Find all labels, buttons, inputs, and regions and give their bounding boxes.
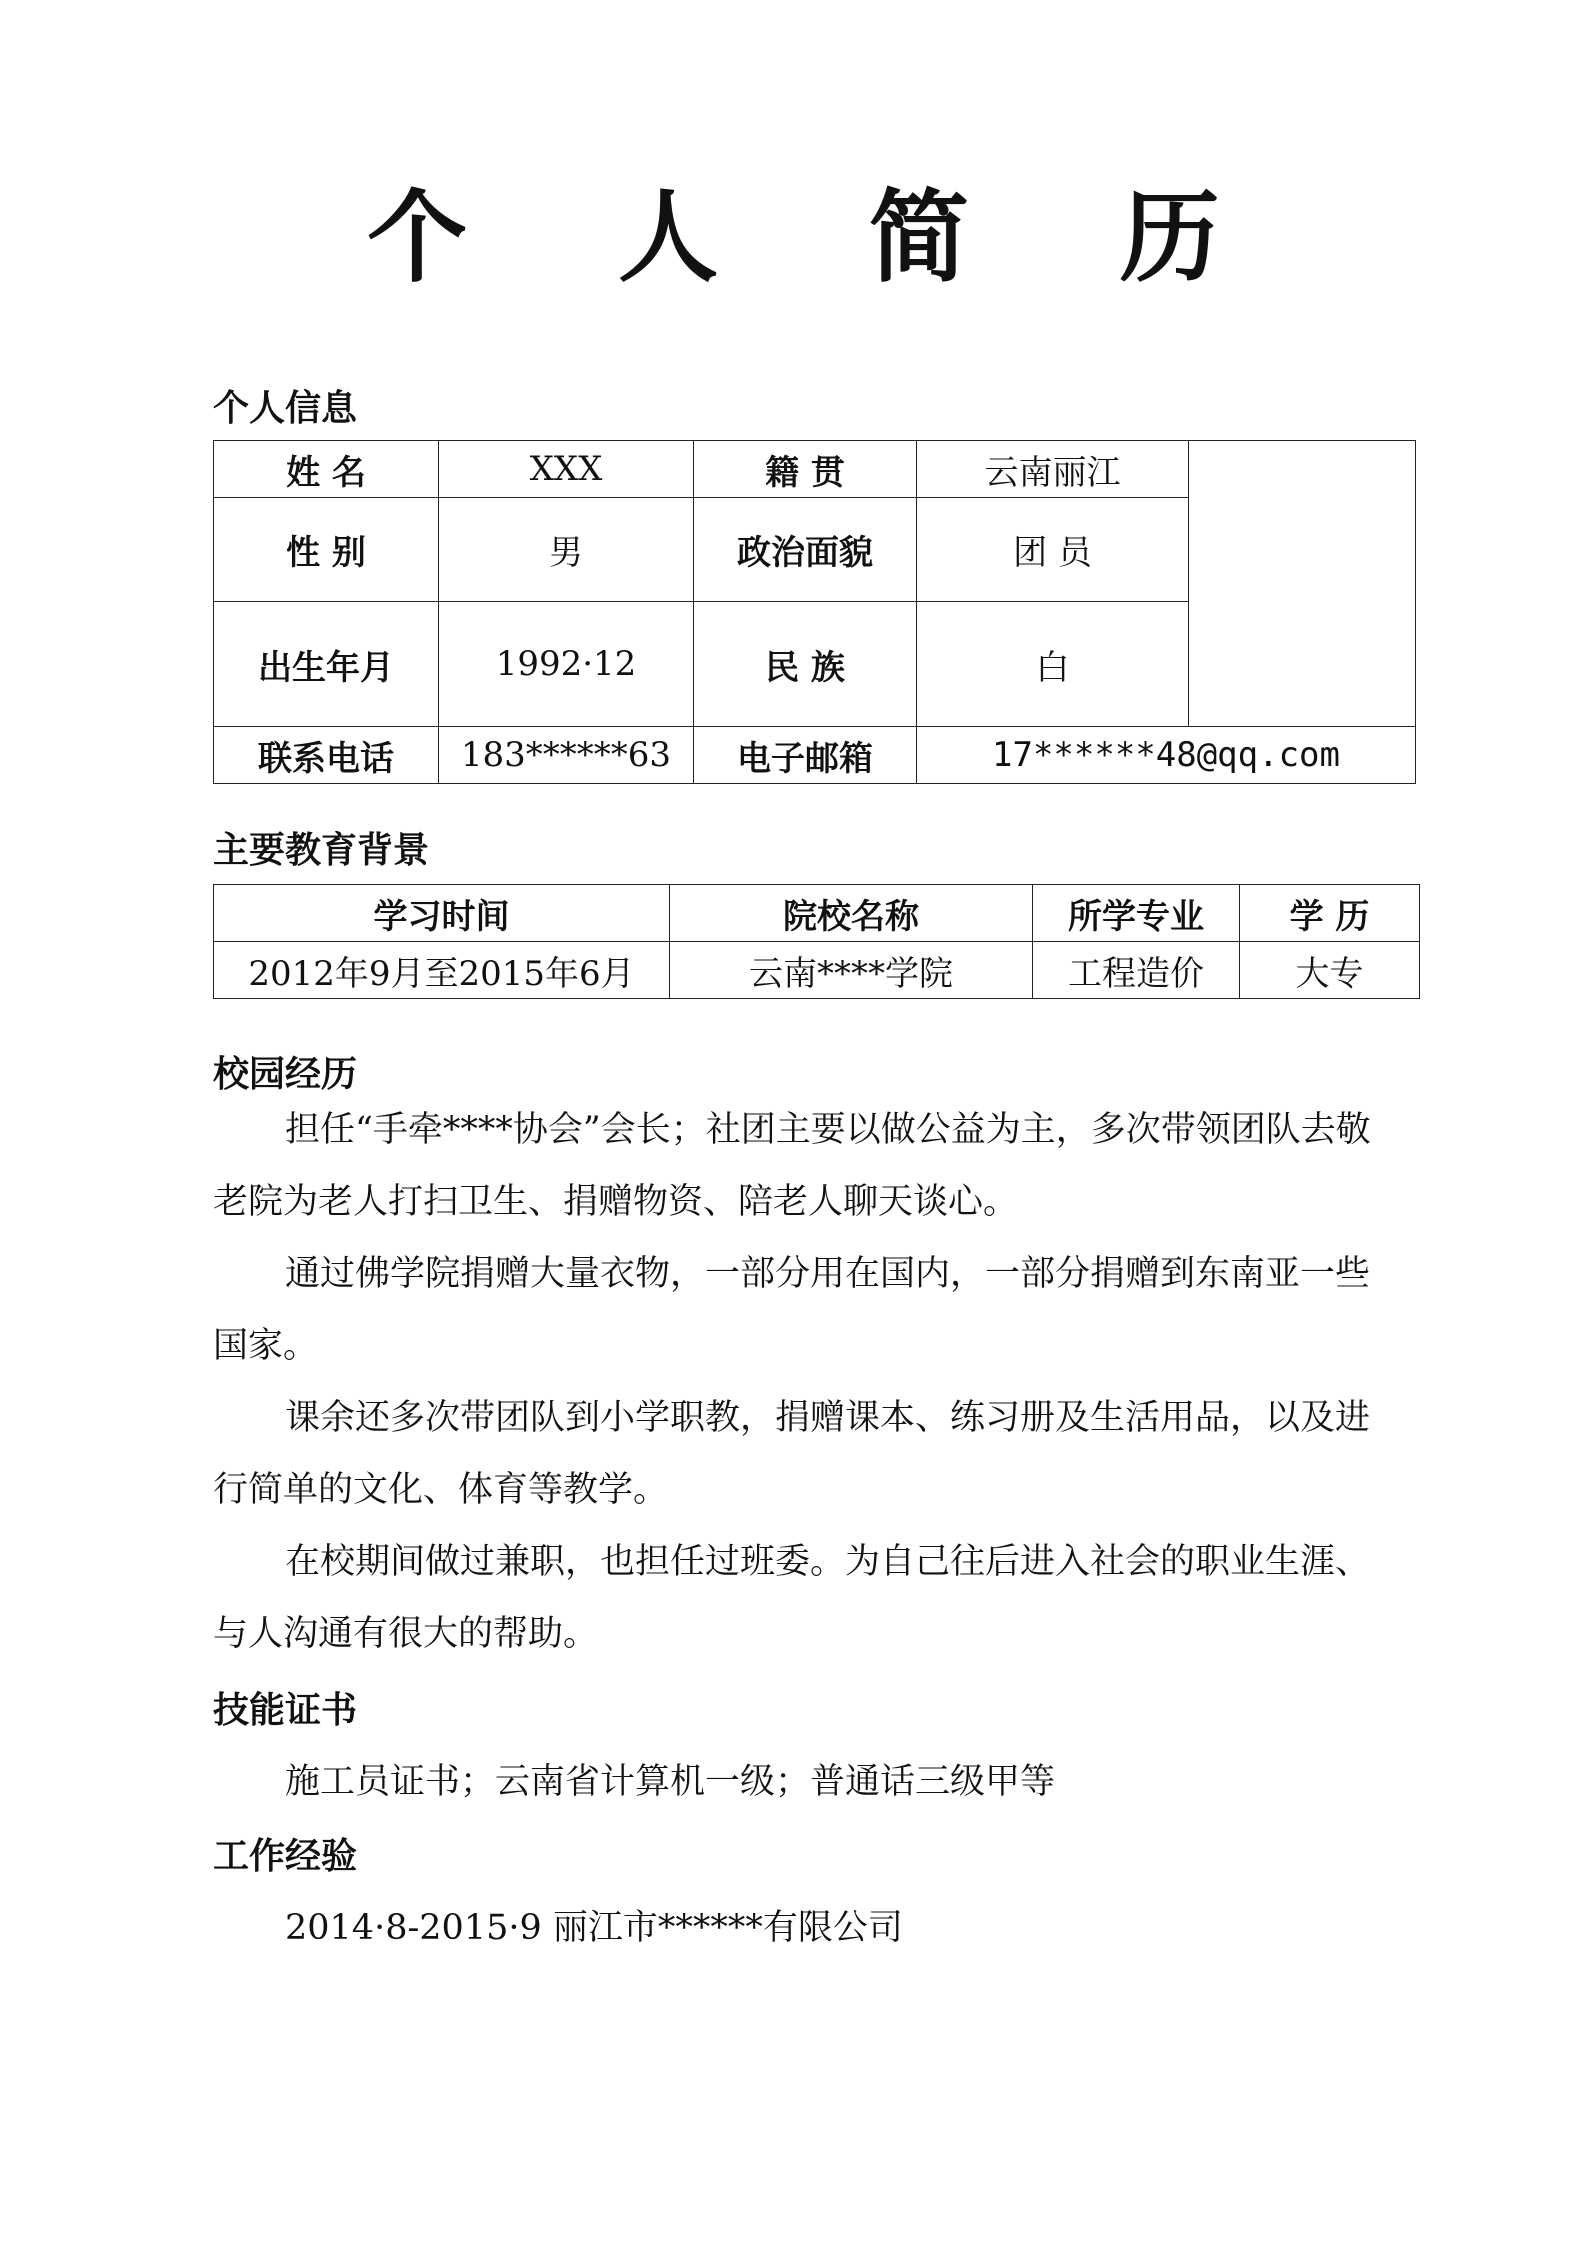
photo-placeholder [1189, 441, 1416, 727]
education-major: 工程造价 [1033, 942, 1240, 999]
ethnicity-label: 民 族 [694, 602, 917, 727]
education-heading: 主要教育背景 [213, 829, 430, 871]
personal-info-heading: 个人信息 [213, 387, 358, 429]
email-value: 17******48@qq.com [917, 727, 1416, 784]
birth-date-value: 1992·12 [439, 602, 694, 727]
phone-label: 联系电话 [214, 727, 439, 784]
name-label: 姓 名 [214, 441, 439, 498]
birth-date-label: 出生年月 [214, 602, 439, 727]
work-heading: 工作经验 [213, 1835, 358, 1877]
skills-heading: 技能证书 [213, 1689, 358, 1731]
campus-heading: 校园经历 [213, 1053, 358, 1095]
education-header-time: 学习时间 [214, 885, 670, 942]
origin-value: 云南丽江 [917, 441, 1189, 498]
education-degree: 大专 [1240, 942, 1420, 999]
gender-value: 男 [439, 498, 694, 602]
political-status-label: 政治面貌 [694, 498, 917, 602]
education-school: 云南****学院 [670, 942, 1033, 999]
work-text: 2014·8-2015·9 丽江市******有限公司 [285, 1908, 903, 1948]
personal-info-table [213, 440, 1416, 784]
name-value: XXX [439, 441, 694, 498]
education-header-school: 院校名称 [670, 885, 1033, 942]
campus-paragraph-4: 在校期间做过兼职，也担任过班委。为自己往后进入社会的职业生涯、与人沟通有很大的帮助。 [213, 1542, 1371, 1654]
page-title: 个 人 简 历 [367, 179, 1278, 296]
education-header-major: 所学专业 [1033, 885, 1240, 942]
skills-text: 施工员证书；云南省计算机一级；普通话三级甲等 [285, 1762, 1056, 1802]
political-status-value: 团 员 [917, 498, 1189, 602]
origin-label: 籍 贯 [694, 441, 917, 498]
education-table [213, 884, 1420, 999]
campus-paragraph-1: 担任“手牵****协会”会长；社团主要以做公益为主，多次带领团队去敬老院为老人打扫卫生、捐赠物资、陪老人聊天谈心。 [213, 1110, 1371, 1222]
email-label: 电子邮箱 [694, 727, 917, 784]
campus-paragraph-2: 通过佛学院捐赠大量衣物，一部分用在国内，一部分捐赠到东南亚一些国家。 [213, 1254, 1371, 1366]
education-time: 2012年9月至2015年6月 [214, 942, 670, 999]
campus-paragraph-3: 课余还多次带团队到小学职教，捐赠课本、练习册及生活用品，以及进行简单的文化、体育等教学。 [213, 1398, 1371, 1510]
education-header-degree: 学 历 [1240, 885, 1420, 942]
gender-label: 性 别 [214, 498, 439, 602]
phone-value: 183******63 [439, 727, 694, 784]
ethnicity-value: 白 [917, 602, 1189, 727]
